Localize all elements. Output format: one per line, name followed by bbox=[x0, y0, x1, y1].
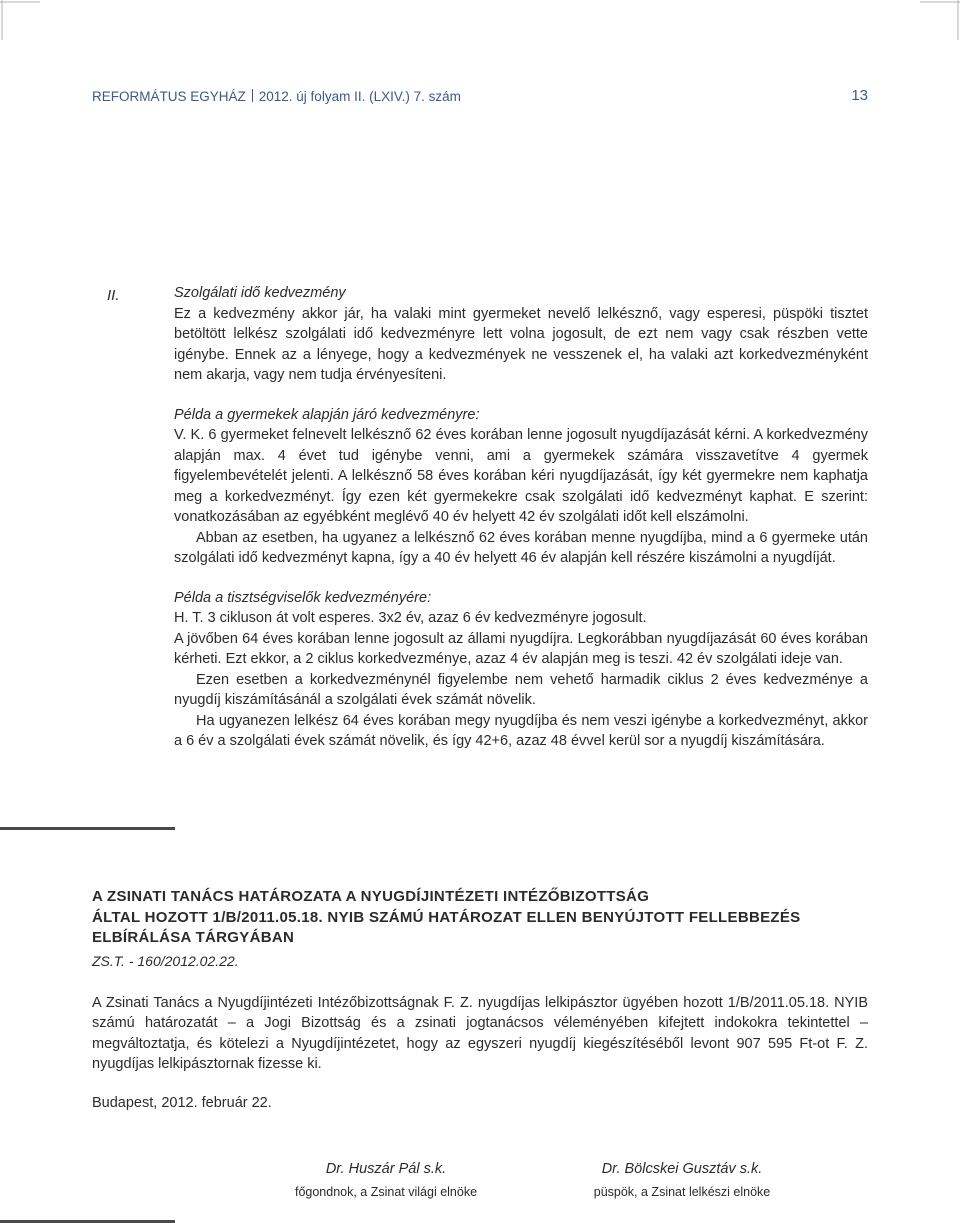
crop-mark-top-left bbox=[0, 0, 40, 40]
decision-title-line-1: A ZSINATI TANÁCS HATÁROZATA A NYUGDÍJINTÉZETI INTÉZŐBIZOTTSÁG bbox=[92, 888, 650, 905]
decision-block bbox=[92, 887, 868, 1111]
decision-reference: ZS.T. - 160/2012.02.22. bbox=[92, 952, 239, 969]
signatory-role: püspök, a Zsinat lelkészi elnöke bbox=[593, 1185, 771, 1199]
issue-info: 2012. új folyam II. (LXIV.) 7. szám bbox=[258, 89, 461, 104]
example2-paragraph-2: Ezen esetben a korkedvezménynél figyelembe nem vehető harmadik ciklus 2 éves kedvezménye a nyugdíj kiszámításánál a szolgálati évek számát növelik. bbox=[174, 671, 868, 708]
crop-mark-top-right bbox=[920, 0, 960, 40]
signature-right bbox=[586, 1160, 778, 1201]
running-header bbox=[92, 89, 868, 111]
example2-paragraph-3: Ha ugyanezen lelkész 64 éves korában megy nyugdíjba és nem veszi igénybe a korkedvezményt, akkor a 6 év a szolgálati évek számát növelik, és így 42+6, azaz 48 évvel kerül sor a nyugdíj kiszámítására. bbox=[174, 712, 868, 749]
decision-title-line-2: ÁLTAL HOZOTT 1/B/2011.05.18. NYIB SZÁMÚ HATÁROZAT ELLEN BENYÚJTOTT FELLEBBEZÉS bbox=[92, 908, 801, 926]
signatory-name: Dr. Bölcskei Gusztáv s.k. bbox=[601, 1161, 763, 1177]
section-intro: Ez a kedvezmény akkor jár, ha valaki mint gyermeket nevelő lelkésznő, vagy esperesi, püspöki tisztet betöltött lelkész szolgálati idő kedvezményre lett volna jogosult, de ezt nem vagy csak részben vette igénybe. Ennek az a lényege, hogy a kedvezmények ne vesszenek el, ha valaki azt korkedvezményként nem akarja, vagy nem tudja érvényesíteni. bbox=[174, 305, 868, 383]
page-number: 13 bbox=[851, 87, 868, 104]
header-citation bbox=[92, 89, 461, 104]
section-number: II. bbox=[107, 287, 120, 304]
decision-text: A Zsinati Tanács a Nyugdíjintézeti Intézőbizottságnak F. Z. nyugdíjas lelkipásztor ügyében hozott 1/B/2011.05.18. NYIB számú határozatát – a Jogi Bizottság és a zsinati jogtanácsos véleményében kifejtett indokokra tekintettel – megváltoztatja, és kötelezi a Nyugdíjintézetet, hogy az egyszeri nyugdíj kiegészítéséből levont 907 595 Ft-ot F. Z. nyugdíjas lelkipásztornak fizesse ki. bbox=[92, 994, 868, 1072]
example2-line-2: A jövőben 64 éves korában lenne jogosult az állami nyugdíjra. Legkorábban nyugdíjazását 60 éves korában kérheti. Ezt ekkor, a 2 ciklus korkedvezménye, azaz 4 év alapján meg is teszi. 42 év szolgálati ideje van. bbox=[174, 630, 868, 667]
example1-paragraph-1: V. K. 6 gyermeket felnevelt lelkésznő 62 éves korában lenne jogosult nyugdíjazását kérni. A korkedvezmény alapján max. 4 évet tud igénybe venni, ami a gyermekek számára visszavetítve 4 gyermek figyelembevételét jelenti. A lelkésznő 58 éves korában kéri nyugdíjazását, így két gyermekre nem kaphatja meg a korkedvezményt. Így ezen két gyermekekre csak szolgálati idő kedvezményt kaphat. E szerint: vonatkozásában az egyébként meglévő 40 év helyett 42 év szolgálati időt kell elszámolni. bbox=[174, 427, 868, 525]
signature-left bbox=[280, 1160, 492, 1201]
example2-line-1: H. T. 3 cikluson át volt esperes. 3x2 év, azaz 6 év kedvezményre jogosult. bbox=[174, 610, 647, 626]
example2-heading: Példa a tisztségviselők kedvezményére: bbox=[174, 589, 432, 606]
header-separator bbox=[252, 89, 253, 102]
example1-heading: Példa a gyermekek alapján járó kedvezményre: bbox=[174, 406, 480, 423]
signatory-role: főgondnok, a Zsinat világi elnöke bbox=[294, 1185, 478, 1199]
place-and-date: Budapest, 2012. február 22. bbox=[92, 1094, 272, 1111]
signatory-name: Dr. Huszár Pál s.k. bbox=[325, 1161, 447, 1177]
section-divider bbox=[0, 827, 175, 830]
decision-title-line-3: ELBÍRÁLÁSA TÁRGYÁBAN bbox=[92, 929, 295, 946]
publication-name: REFORMÁTUS EGYHÁZ bbox=[92, 89, 246, 104]
section-body bbox=[174, 283, 868, 752]
section-title: Szolgálati idő kedvezmény bbox=[174, 285, 346, 301]
example1-paragraph-2: Abban az esetben, ha ugyanez a lelkésznő 62 éves korában menne nyugdíjba, mind a 6 gyermeke után szolgálati idő kedvezményt kapna, így a 40 év helyett 46 év alapján kell részére kiszámolni a nyugdíját. bbox=[174, 529, 868, 566]
decision-title bbox=[92, 887, 868, 949]
